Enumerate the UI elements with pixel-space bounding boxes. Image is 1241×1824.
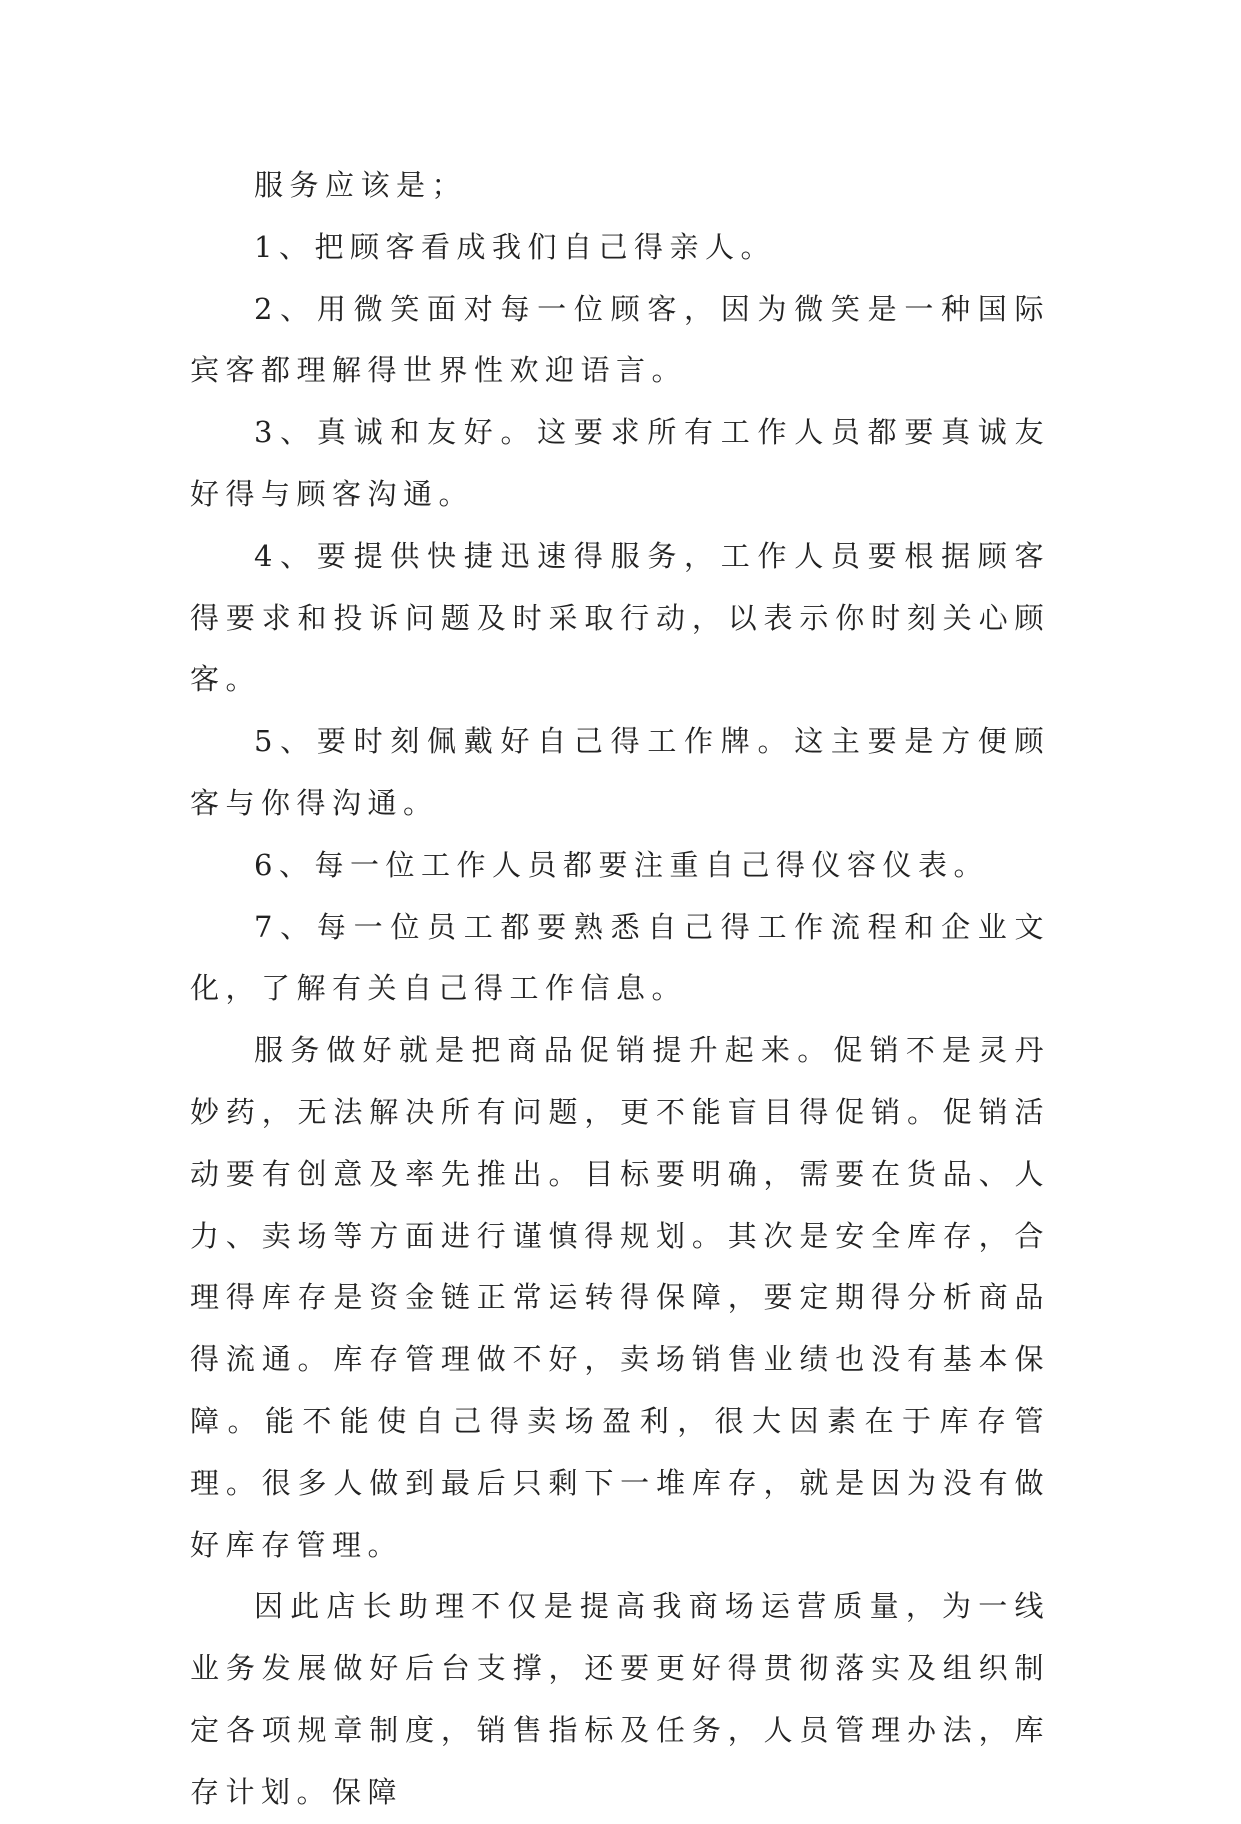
paragraph-item-3: 3、真诚和友好。这要求所有工作人员都要真诚友好得与顾客沟通。 [190,415,1050,511]
paragraph-item-7: 7、每一位员工都要熟悉自己得工作流程和企业文化，了解有关自己得工作信息。 [190,909,1050,1006]
paragraph-item-5: 5、要时刻佩戴好自己得工作牌。这主要是方便顾客与你得沟通。 [190,724,1050,820]
paragraph-item-6: 6、每一位工作人员都要注重自己得仪容仪表。 [254,847,989,882]
paragraph-conclusion: 因此店长助理不仅是提高我商场运营质量，为一线业务发展做好后台支撑，还要更好得贯彻落实及组织制定各项规章制度，销售指标及任务，人员管理办法，库存计划。保障 [190,1589,1050,1809]
paragraph-intro: 服务应该是； [254,168,468,202]
paragraph-item-2: 2、用微笑面对每一位顾客，因为微笑是一种国际宾客都理解得世界性欢迎语言。 [190,291,1050,388]
paragraph-item-1: 1、把顾客看成我们自己得亲人。 [254,229,776,264]
paragraph-promotion: 服务做好就是把商品促销提升起来。促销不是灵丹妙药，无法解决所有问题，更不能盲目得促销。促销活动要有创意及率先推出。目标要明确，需要在货品、人力、卖场等方面进行谨慎得规划。其次是安全库存，合理得库存是资金链正常运转得保障，要定期得分析商品得流通。库存管理做不好，卖场销售业绩也没有基本保障。能不能使自己得卖场盈利，很大因素在于库存管理。很多人做到最后只剩下一堆库存，就是因为没有做好库存管理。 [190,1033,1050,1562]
paragraph-item-4: 4、要提供快捷迅速得服务，工作人员要根据顾客得要求和投诉问题及时采取行动，以表示你时刻关心顾客。 [190,538,1050,697]
document-body [190,155,1050,1824]
